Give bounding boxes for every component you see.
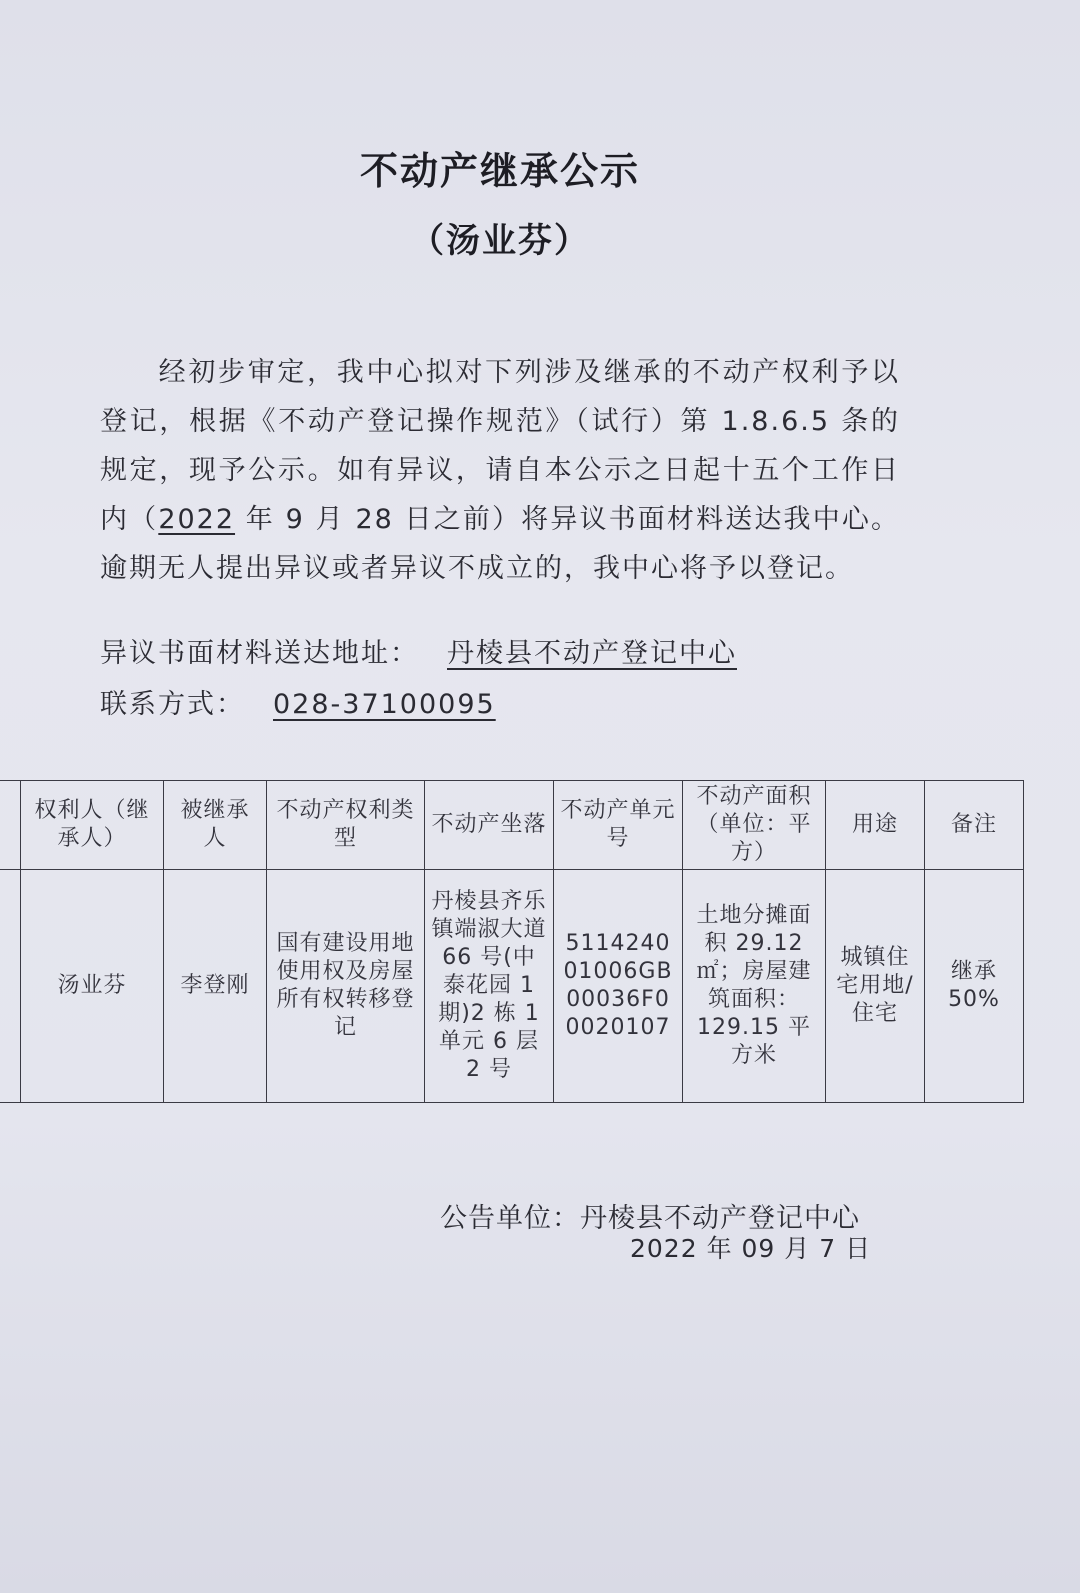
table-row	[0, 870, 1024, 1103]
cell-area: 土地分摊面积 29.12 ㎡；房屋建筑面积：129.15 平方米	[683, 870, 826, 1103]
header-remark: 备注	[925, 781, 1024, 870]
address-value: 丹棱县不动产登记中心	[447, 638, 737, 669]
cell-usage: 城镇住宅用地/住宅	[826, 870, 925, 1103]
cell-location: 丹棱县齐乐镇端淑大道 66 号(中泰花园 1 期)2 栋 1 单元 6 层 2 号	[425, 870, 554, 1103]
header-serial	[0, 781, 21, 870]
address-label: 异议书面材料送达地址：	[100, 638, 419, 669]
contact-value: 028-37100095	[273, 689, 496, 720]
cell-unit-number: 511424001006GB00036F00020107	[554, 870, 683, 1103]
announcement-date: 2022 年 09 月 7 日	[630, 1234, 872, 1263]
notice-body-part1: 经初步审定，我中心拟对下列涉及继承的不动产权利予以登记，根据《不动产登记操作规范》（试行）第 1.8.6.5 条的规定，现予公示。如有异议，请自本公示之日起十五个工作日内（	[100, 357, 900, 535]
page-subtitle: （汤业芬）	[410, 221, 590, 261]
cell-remark: 继承 50%	[925, 870, 1024, 1103]
cell-serial	[0, 870, 21, 1103]
contact-line	[100, 682, 496, 721]
header-right-type: 不动产权利类型	[267, 781, 425, 870]
header-unit-number: 不动产单元号	[554, 781, 683, 870]
header-decedent: 被继承人	[164, 781, 267, 870]
header-location: 不动产坐落	[425, 781, 554, 870]
header-area: 不动产面积（单位：平方）	[683, 781, 826, 870]
notice-body-part2: 年 9 月 28 日之前）将异议书面材料送达我中心。逾期无人提出异议或者异议不成立的，我中心将予以登记。	[100, 504, 900, 584]
notice-body	[100, 348, 900, 593]
header-usage: 用途	[826, 781, 925, 870]
cell-decedent: 李登刚	[164, 870, 267, 1103]
cell-right-holder: 汤业芬	[21, 870, 164, 1103]
notice-table	[0, 780, 1024, 1103]
contact-label: 联系方式：	[100, 689, 245, 720]
table-header-row	[0, 781, 1024, 870]
page-title: 不动产继承公示	[359, 148, 640, 193]
header-right-holder: 权利人（继承人）	[21, 781, 164, 870]
announcing-unit: 公告单位：丹棱县不动产登记中心	[440, 1203, 860, 1234]
cell-right-type: 国有建设用地使用权及房屋所有权转移登记	[267, 870, 425, 1103]
address-line	[100, 631, 737, 670]
deadline-year: 2022	[158, 504, 236, 535]
